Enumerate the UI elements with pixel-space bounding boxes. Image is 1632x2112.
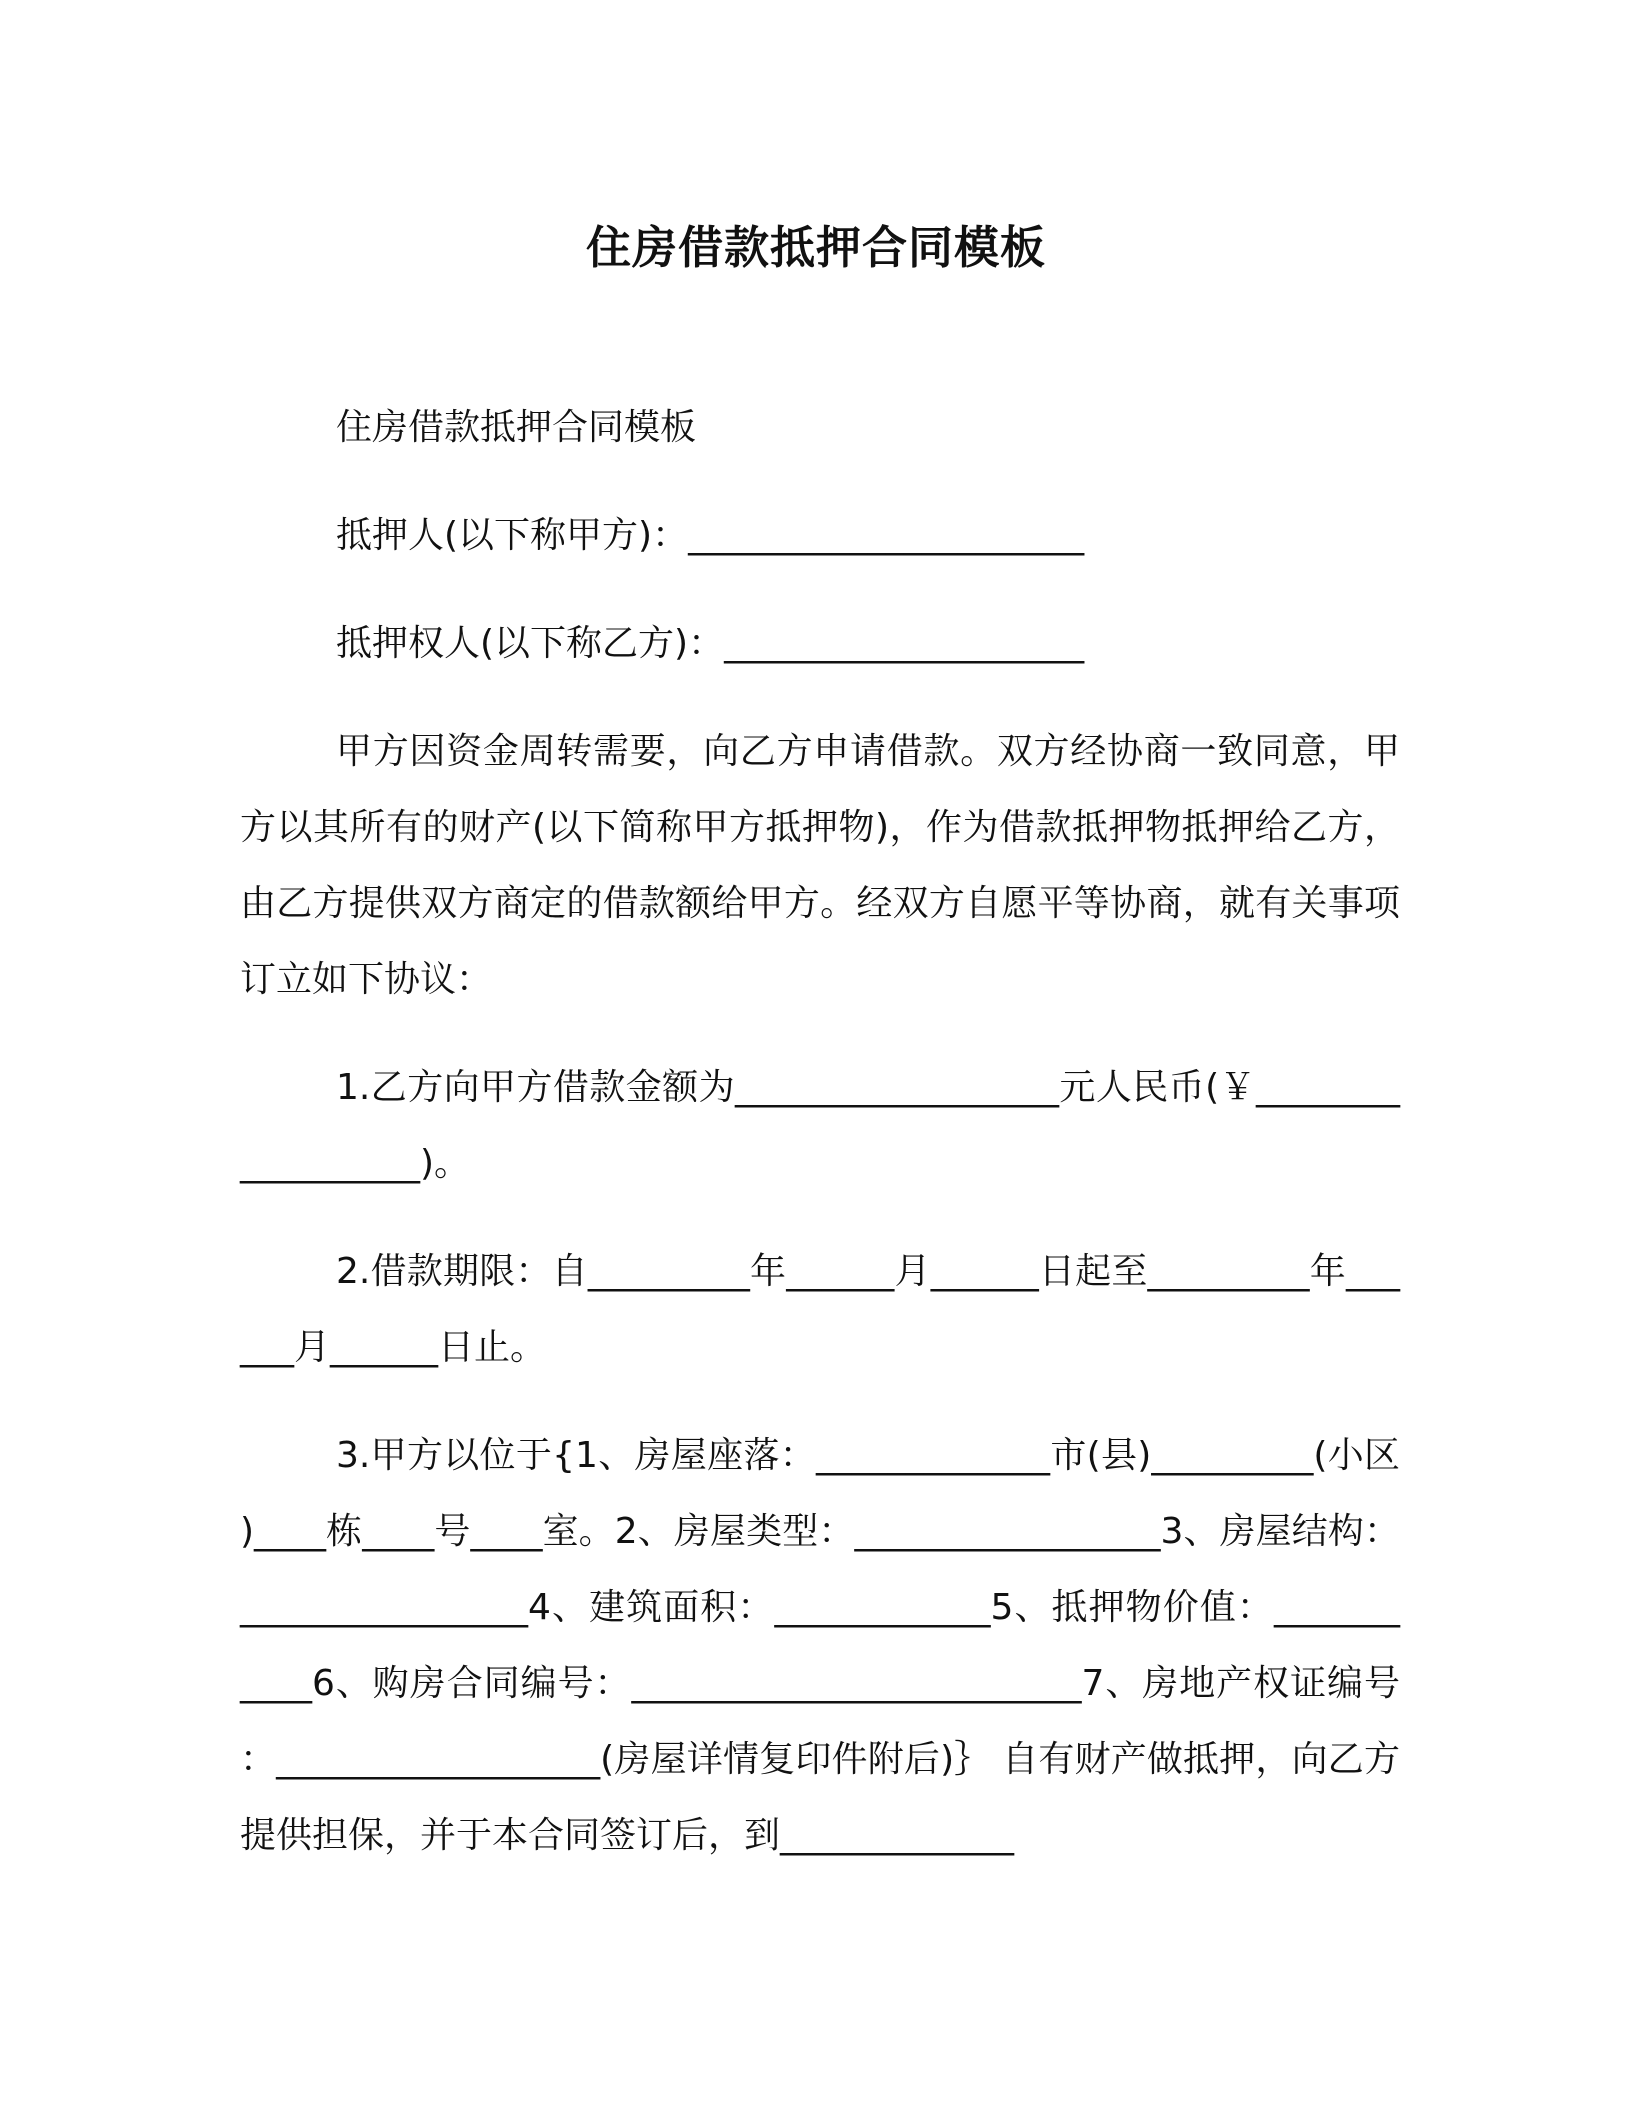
clause-2-loan-term: 2.借款期限：自_________年______月______日起至_________年______月______日止。 — [240, 1251, 1400, 1368]
subtitle-paragraph: 住房借款抵押合同模板 — [336, 407, 697, 448]
clause-1-loan-amount: 1.乙方向甲方借款金额为__________________元人民币(￥__________________)。 — [240, 1067, 1400, 1184]
document-body — [240, 390, 1400, 1906]
mortgagee-line: 抵押权人(以下称乙方)：____________________ — [336, 623, 1085, 664]
preamble-paragraph: 甲方因资金周转需要，向乙方申请借款。双方经协商一致同意，甲方以其所有的财产(以下简称甲方抵押物)，作为借款抵押物抵押给乙方，由乙方提供双方商定的借款额给甲方。经双方自愿平等协商，就有关事项订立如下协议： — [240, 731, 1400, 1000]
mortgagor-line: 抵押人(以下称甲方)：______________________ — [336, 515, 1085, 556]
clause-3-collateral: 3.甲方以位于{1、房屋座落：_____________市(县)_________(小区)____栋____号____室。2、房屋类型：_________________3、房屋结构：________________4、建筑面积：____________5、抵押物价值：___________6、购房合同编号：_________________________7、房地产权证编号：__________________(房屋详情复印件附后)｝ 自有财产做抵押，向乙方提供担保，并于本合同签订后，到_____________ — [240, 1435, 1400, 1856]
document-title: 住房借款抵押合同模板 — [585, 221, 1046, 274]
